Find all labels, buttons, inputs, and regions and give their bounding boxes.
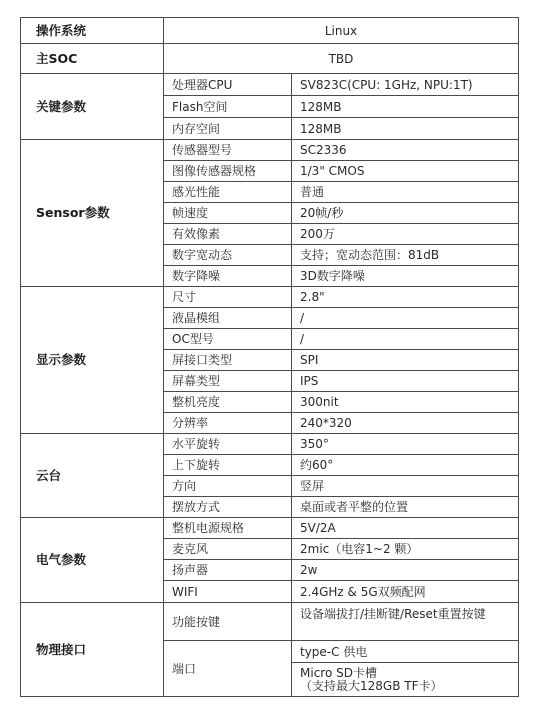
- sd-capacity-line: （支持最大128GB TF卡）: [300, 678, 443, 693]
- param-label: 感光性能: [164, 182, 292, 203]
- param-label: 处理器CPU: [164, 74, 292, 96]
- param-label: 扬声器: [164, 560, 292, 581]
- table-row: [21, 518, 519, 539]
- table-row: [21, 287, 519, 308]
- value-soc: TBD: [164, 44, 519, 74]
- param-value: 约60°: [292, 455, 519, 476]
- param-value: /: [292, 329, 519, 350]
- param-label: 屏幕类型: [164, 371, 292, 392]
- param-value: 240*320: [292, 413, 519, 434]
- param-label: 图像传感器规格: [164, 161, 292, 182]
- param-value: 2w: [292, 560, 519, 581]
- param-value: 300nit: [292, 392, 519, 413]
- param-value: 2.8": [292, 287, 519, 308]
- param-label: OC型号: [164, 329, 292, 350]
- row-soc: [21, 44, 519, 74]
- param-label: 分辨率: [164, 413, 292, 434]
- category-physical-interface: 物理接口: [21, 603, 164, 697]
- value-os: Linux: [164, 18, 519, 44]
- param-label: 麦克风: [164, 539, 292, 560]
- category-gimbal: 云台: [21, 434, 164, 518]
- param-value: 2mic（电容1~2 颗）: [292, 539, 519, 560]
- table-row: [21, 434, 519, 455]
- category-key-params: 关键参数: [21, 74, 164, 140]
- param-label: 整机电源规格: [164, 518, 292, 539]
- param-value: 支持；宽动态范围：81dB: [292, 245, 519, 266]
- param-label: 方向: [164, 476, 292, 497]
- row-os: [21, 18, 519, 44]
- param-value: IPS: [292, 371, 519, 392]
- param-label: WIFI: [164, 581, 292, 603]
- param-value: 350°: [292, 434, 519, 455]
- param-label: 上下旋转: [164, 455, 292, 476]
- param-value: 1/3" CMOS: [292, 161, 519, 182]
- param-value: 128MB: [292, 118, 519, 140]
- param-label: 内存空间: [164, 118, 292, 140]
- param-value: /: [292, 308, 519, 329]
- table-row: [21, 74, 519, 96]
- param-value: 普通: [292, 182, 519, 203]
- param-value: SV823C(CPU: 1GHz, NPU:1T): [292, 74, 519, 96]
- param-label: 尺寸: [164, 287, 292, 308]
- category-sensor: Sensor参数: [21, 140, 164, 287]
- param-label: 帧速度: [164, 203, 292, 224]
- category-os: 操作系统: [21, 18, 164, 44]
- table-row: [21, 603, 519, 641]
- table-row: [21, 140, 519, 161]
- param-value: type-C 供电: [292, 641, 519, 663]
- param-label: 数字降噪: [164, 266, 292, 287]
- param-label: 屏接口类型: [164, 350, 292, 371]
- spec-table: [20, 17, 519, 697]
- param-value: 竖屏: [292, 476, 519, 497]
- param-label: Flash空间: [164, 96, 292, 118]
- param-label: 端口: [164, 641, 292, 697]
- param-value: 3D数字降噪: [292, 266, 519, 287]
- sd-slot-line: Micro SD卡槽: [300, 665, 377, 680]
- param-value: SPI: [292, 350, 519, 371]
- category-display: 显示参数: [21, 287, 164, 434]
- param-label: 整机亮度: [164, 392, 292, 413]
- category-electrical: 电气参数: [21, 518, 164, 603]
- param-label: 有效像素: [164, 224, 292, 245]
- param-label: 功能按键: [164, 603, 292, 641]
- param-value-multiline: [292, 663, 519, 697]
- param-label: 数字宽动态: [164, 245, 292, 266]
- param-value: 桌面或者平整的位置: [292, 497, 519, 518]
- param-label: 摆放方式: [164, 497, 292, 518]
- param-value: SC2336: [292, 140, 519, 161]
- param-value: 200万: [292, 224, 519, 245]
- param-value: 5V/2A: [292, 518, 519, 539]
- param-label: 传感器型号: [164, 140, 292, 161]
- param-value: 设备端拔打/挂断键/Reset重置按键: [292, 603, 519, 641]
- param-value: 2.4GHz & 5G双频配网: [292, 581, 519, 603]
- param-value: 20帧/秒: [292, 203, 519, 224]
- category-soc: 主SOC: [21, 44, 164, 74]
- param-label: 液晶模组: [164, 308, 292, 329]
- param-label: 水平旋转: [164, 434, 292, 455]
- param-value: 128MB: [292, 96, 519, 118]
